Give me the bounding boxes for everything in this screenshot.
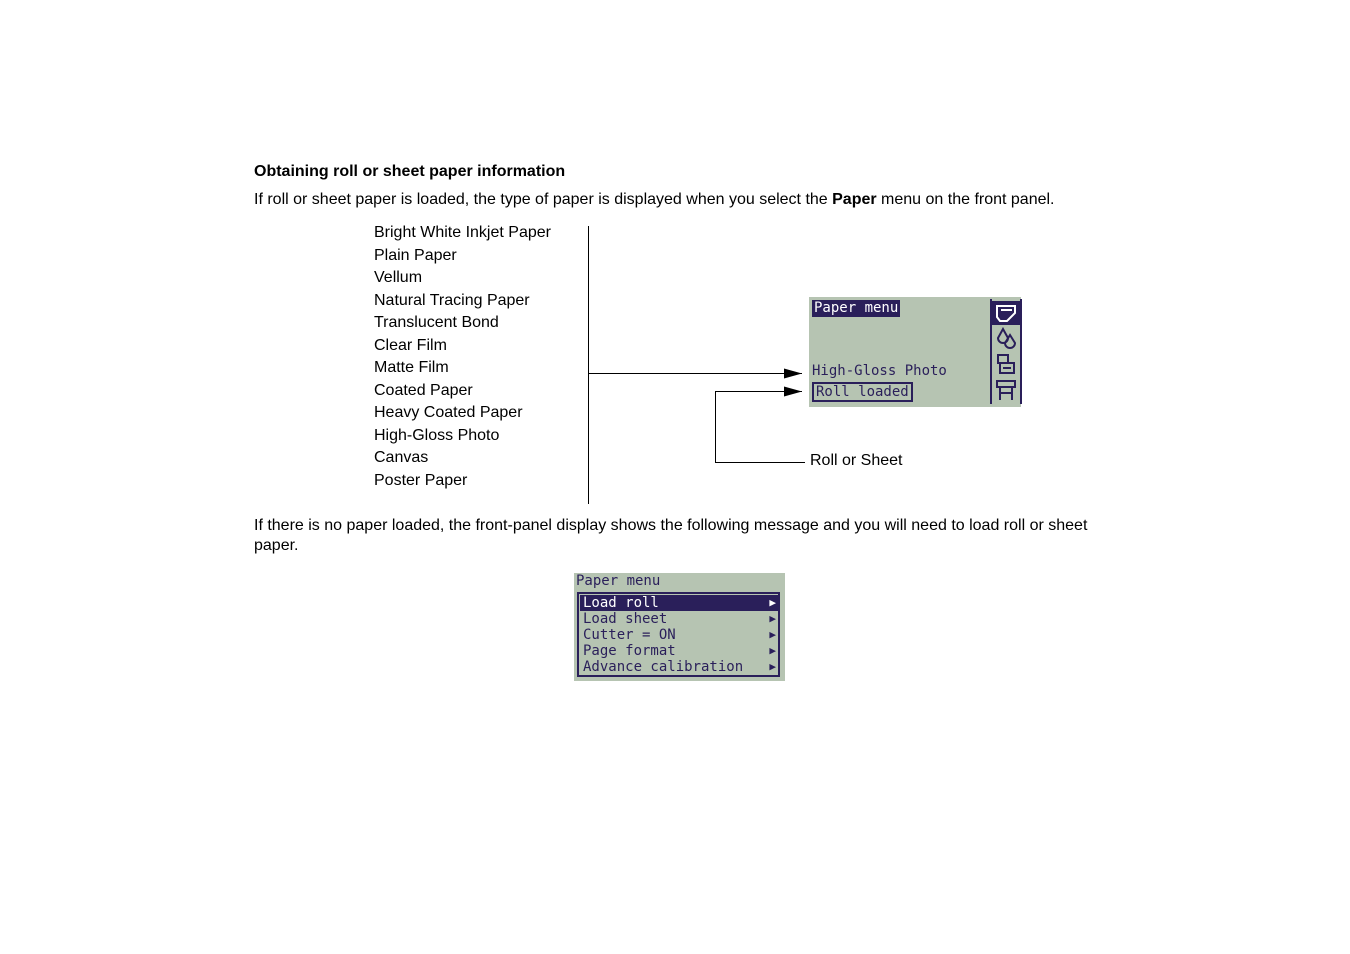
- document-icon: [992, 352, 1020, 376]
- paper-type-item: Coated Paper: [374, 381, 473, 399]
- paper-type-item: Matte Film: [374, 359, 449, 376]
- menu-item-load-roll[interactable]: [580, 595, 779, 611]
- printer-stand-icon: [992, 378, 1020, 402]
- menu-item-label: Load sheet: [583, 611, 668, 627]
- paper-type-item: Bright White Inkjet Paper: [374, 224, 551, 241]
- paper-type-item: High-Gloss Photo: [374, 426, 500, 444]
- paper-type-item: Translucent Bond: [374, 314, 499, 331]
- intro-bold-paper: Paper: [832, 191, 877, 208]
- paper-menu-list: [577, 592, 780, 677]
- display-load-status: Roll loaded: [812, 382, 913, 402]
- paper-type-item: Heavy Coated Paper: [374, 404, 523, 421]
- intro-text-before: If roll or sheet paper is loaded, the type of paper is displayed when you select the: [254, 191, 833, 208]
- paper-type-item: Canvas: [374, 449, 429, 466]
- roll-or-sheet-callout: Roll or Sheet: [810, 452, 903, 469]
- menu-item-load-sheet[interactable]: [580, 611, 779, 627]
- display-icon-column: [990, 299, 1022, 404]
- ink-drops-icon: [992, 326, 1020, 350]
- intro-text-after: menu on the front panel.: [876, 191, 1055, 208]
- front-panel-display-empty: [574, 573, 785, 681]
- front-panel-display-loaded: [809, 297, 1021, 407]
- menu-item-label: Load roll: [583, 595, 659, 611]
- menu-item-cutter[interactable]: [580, 627, 779, 643]
- menu-item-label: Page format: [583, 643, 676, 659]
- section-heading: Obtaining roll or sheet paper information: [254, 163, 566, 180]
- display-title: Paper menu: [814, 300, 899, 316]
- paper-type-item: Poster Paper: [374, 471, 468, 489]
- menu-item-label: Cutter = ON: [583, 627, 676, 643]
- display-title: Paper menu: [576, 573, 661, 589]
- menu-item-label: Advance calibration: [583, 659, 744, 675]
- paper-icon: [992, 301, 1020, 325]
- no-paper-paragraph: If there is no paper loaded, the front-panel display shows the following message and you will need to load roll or sheet paper.: [254, 517, 1088, 554]
- triangle-right-icon: ▶: [769, 612, 776, 625]
- triangle-right-icon: ▶: [769, 628, 776, 641]
- triangle-right-icon: ▶: [769, 644, 776, 657]
- menu-item-page-format[interactable]: [580, 643, 779, 659]
- paper-type-item: Vellum: [374, 269, 423, 286]
- triangle-right-icon: ▶: [769, 596, 776, 609]
- paper-type-item: Clear Film: [374, 336, 447, 354]
- paper-type-item: Natural Tracing Paper: [374, 291, 530, 309]
- display-paper-type: High-Gloss Photo: [812, 363, 947, 379]
- roll-sheet-arrow: [716, 392, 806, 463]
- triangle-right-icon: ▶: [769, 660, 776, 673]
- menu-item-advance-calibration[interactable]: [580, 659, 779, 675]
- paper-type-item: Plain Paper: [374, 246, 457, 264]
